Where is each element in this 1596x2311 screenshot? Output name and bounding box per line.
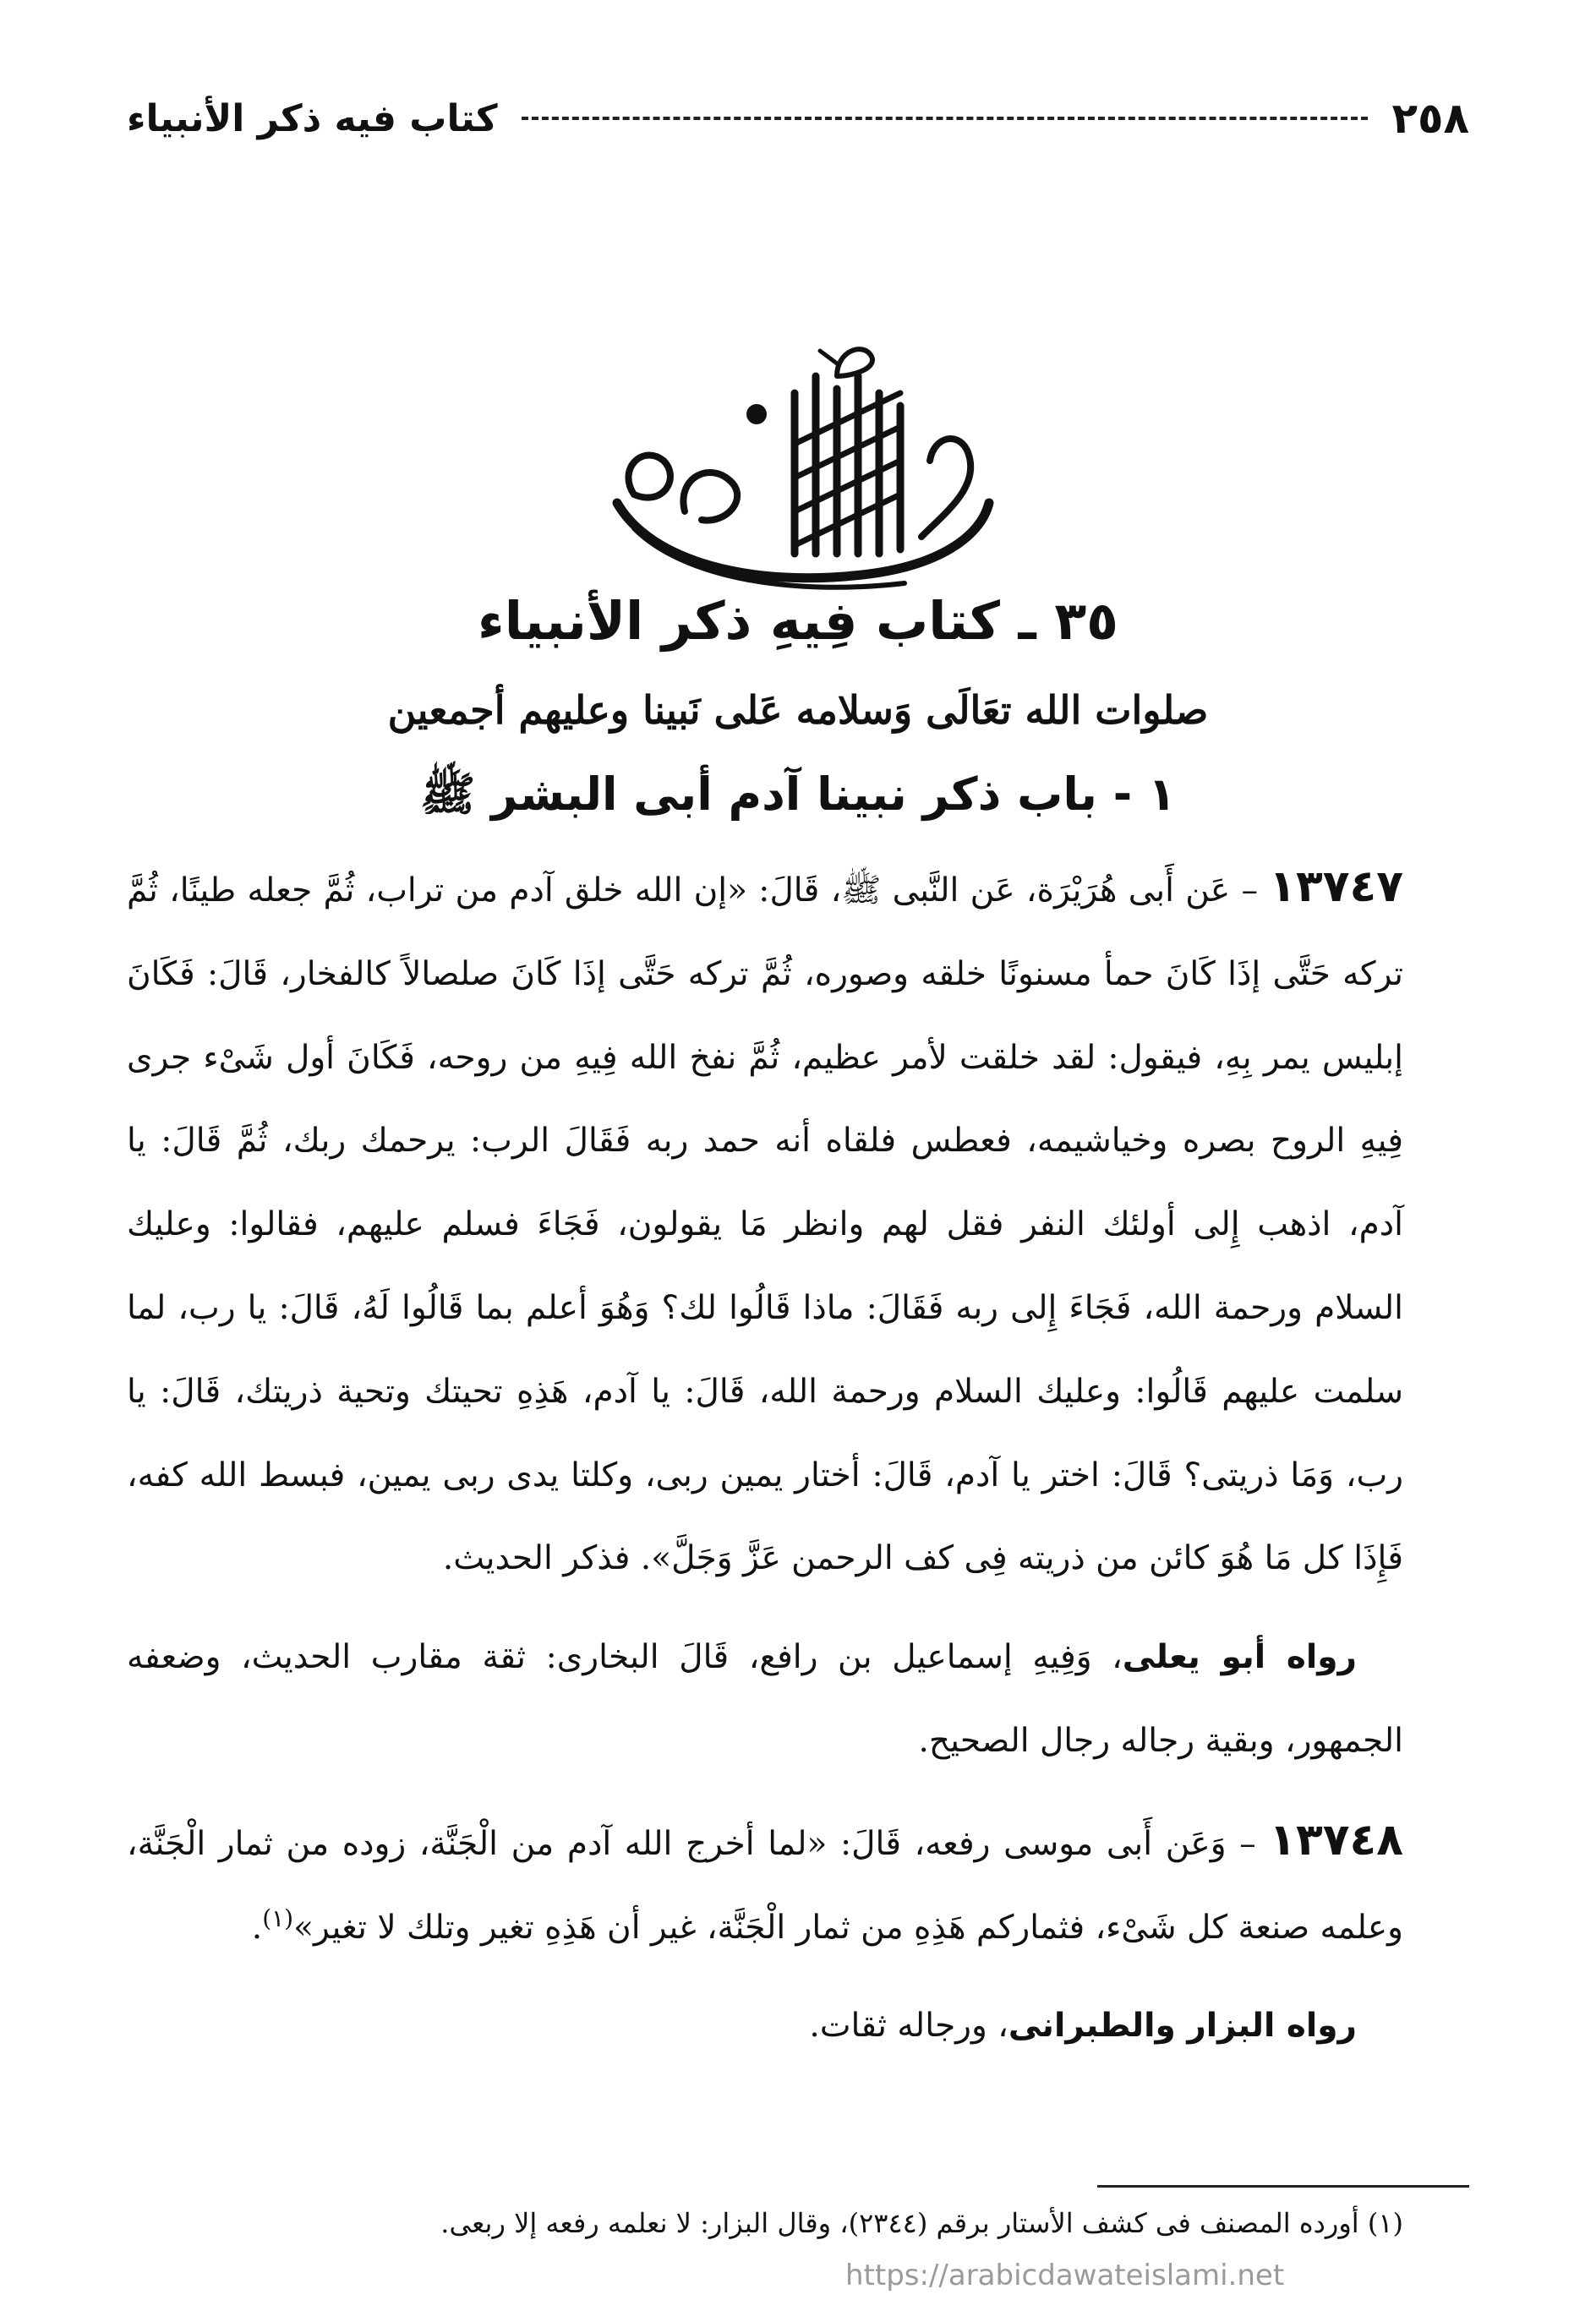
page-number: ٢٥٨	[1391, 94, 1469, 143]
footnote-divider	[1097, 2185, 1469, 2188]
narration-paragraph	[127, 1985, 1403, 2068]
header-dashed-rule	[522, 117, 1369, 120]
source-url-watermark[interactable]: https://arabicdawateislami.net	[845, 2259, 1285, 2292]
narrator-attribution: رواه البزار والطبرانى	[1008, 2007, 1357, 2046]
hadith-number: ١٣٧٤٧	[1269, 861, 1403, 912]
hadith-paragraph	[127, 1799, 1403, 1970]
sentence-end: .	[251, 1908, 263, 1947]
basmala-calligraphy-icon	[583, 342, 1023, 596]
footnote: (١) أورده المصنف فى كشف الأستار برقم (٢٣٤٤)، وقال البزار: لا نعلمه رفعه إلا ربعى.	[440, 2207, 1403, 2239]
body-text	[127, 845, 1403, 2068]
hadith-number: ١٣٧٤٨	[1269, 1814, 1403, 1866]
hadith-text: – عَن أَبى هُرَيْرَة، عَن النَّبى ﷺ، قَالَ: «إن الله خلق آدم من تراب، ثُمَّ جعله طينًا، ثُمَّ تركه حَتَّى إذَا كَانَ حمأ مسنونًا خلقه وصوره، ثُمَّ تركه حَتَّى إذَا كَانَ صلصالاً كالفخار، قَالَ: فَكَانَ إبليس يمر بِهِ، فيقول: لقد خلقت لأمر عظيم، ثُمَّ نفخ الله فِيهِ من روحه، فَكَانَ أول شَىْء جرى فِيهِ الروح بصره وخياشيمه، فعطس فلقاه أنه حمد ربه فَقَالَ الرب: يرحمك ربك، ثُمَّ قَالَ: يا آدم، اذهب إِلى أولئك النفر فقل لهم وانظر مَا يقولون، فَجَاءَ فسلم عليهم، فقالوا: وعليك السلام ورحمة الله، فَجَاءَ إِلى ربه فَقَالَ: ماذا قَالُوا لك؟ وَهُوَ أعلم بما قَالُوا لَهُ، قَالَ: يا رب، لما سلمت عليهم قَالُوا: وعليك السلام ورحمة الله، قَالَ: يا آدم، هَذِهِ تحيتك وتحية ذريتك، قَالَ: يا رب، وَمَا ذريتى؟ قَالَ: اختر يا آدم، قَالَ: أختار يمين ربى، وكلتا يدى ربى يمين، فبسط الله كفه، فَإِذَا كل مَا هُوَ كائن من ذريته فِى كف الرحمن عَزَّ وَجَلَّ». فذكر الحديث.	[127, 871, 1403, 1578]
hadith-paragraph	[127, 845, 1403, 1601]
running-header	[127, 85, 1469, 152]
narration-text: ، وَفِيهِ إسماعيل بن رافع، قَالَ البخارى: ثقة مقارب الحديث، وضعفه الجمهور، وبقية رجاله رجال الصحيح.	[127, 1638, 1403, 1760]
narration-text: ، ورجاله ثقات.	[809, 2007, 1008, 2046]
book-subtitle: صلوات الله تعَالَى وَسلامه عَلى نَبينا وعليهم أجمعين	[387, 687, 1209, 733]
hadith-text: – وَعَن أَبى موسى رفعه، قَالَ: «لما أخرج الله آدم من الْجَنَّة، زوده من ثمار الْجَنَّة، وعلمه صنعة كل شَىْء، فثماركم هَذِهِ من ثمار الْجَنَّة، غير أن هَذِهِ تغير وتلك لا تغير»	[127, 1824, 1403, 1947]
narration-paragraph	[127, 1616, 1403, 1784]
running-header-title: كتاب فيه ذكر الأنبياء	[127, 96, 498, 140]
book-title: ٣٥ ـ كتاب فِيهِ ذكر الأنبياء	[478, 590, 1118, 652]
footnote-reference[interactable]: (١)	[262, 1904, 294, 1932]
chapter-title: ١ - باب ذكر نبينا آدم أبى البشر ﷺ	[420, 768, 1176, 821]
narrator-attribution: رواه أبو يعلى	[1122, 1638, 1357, 1677]
